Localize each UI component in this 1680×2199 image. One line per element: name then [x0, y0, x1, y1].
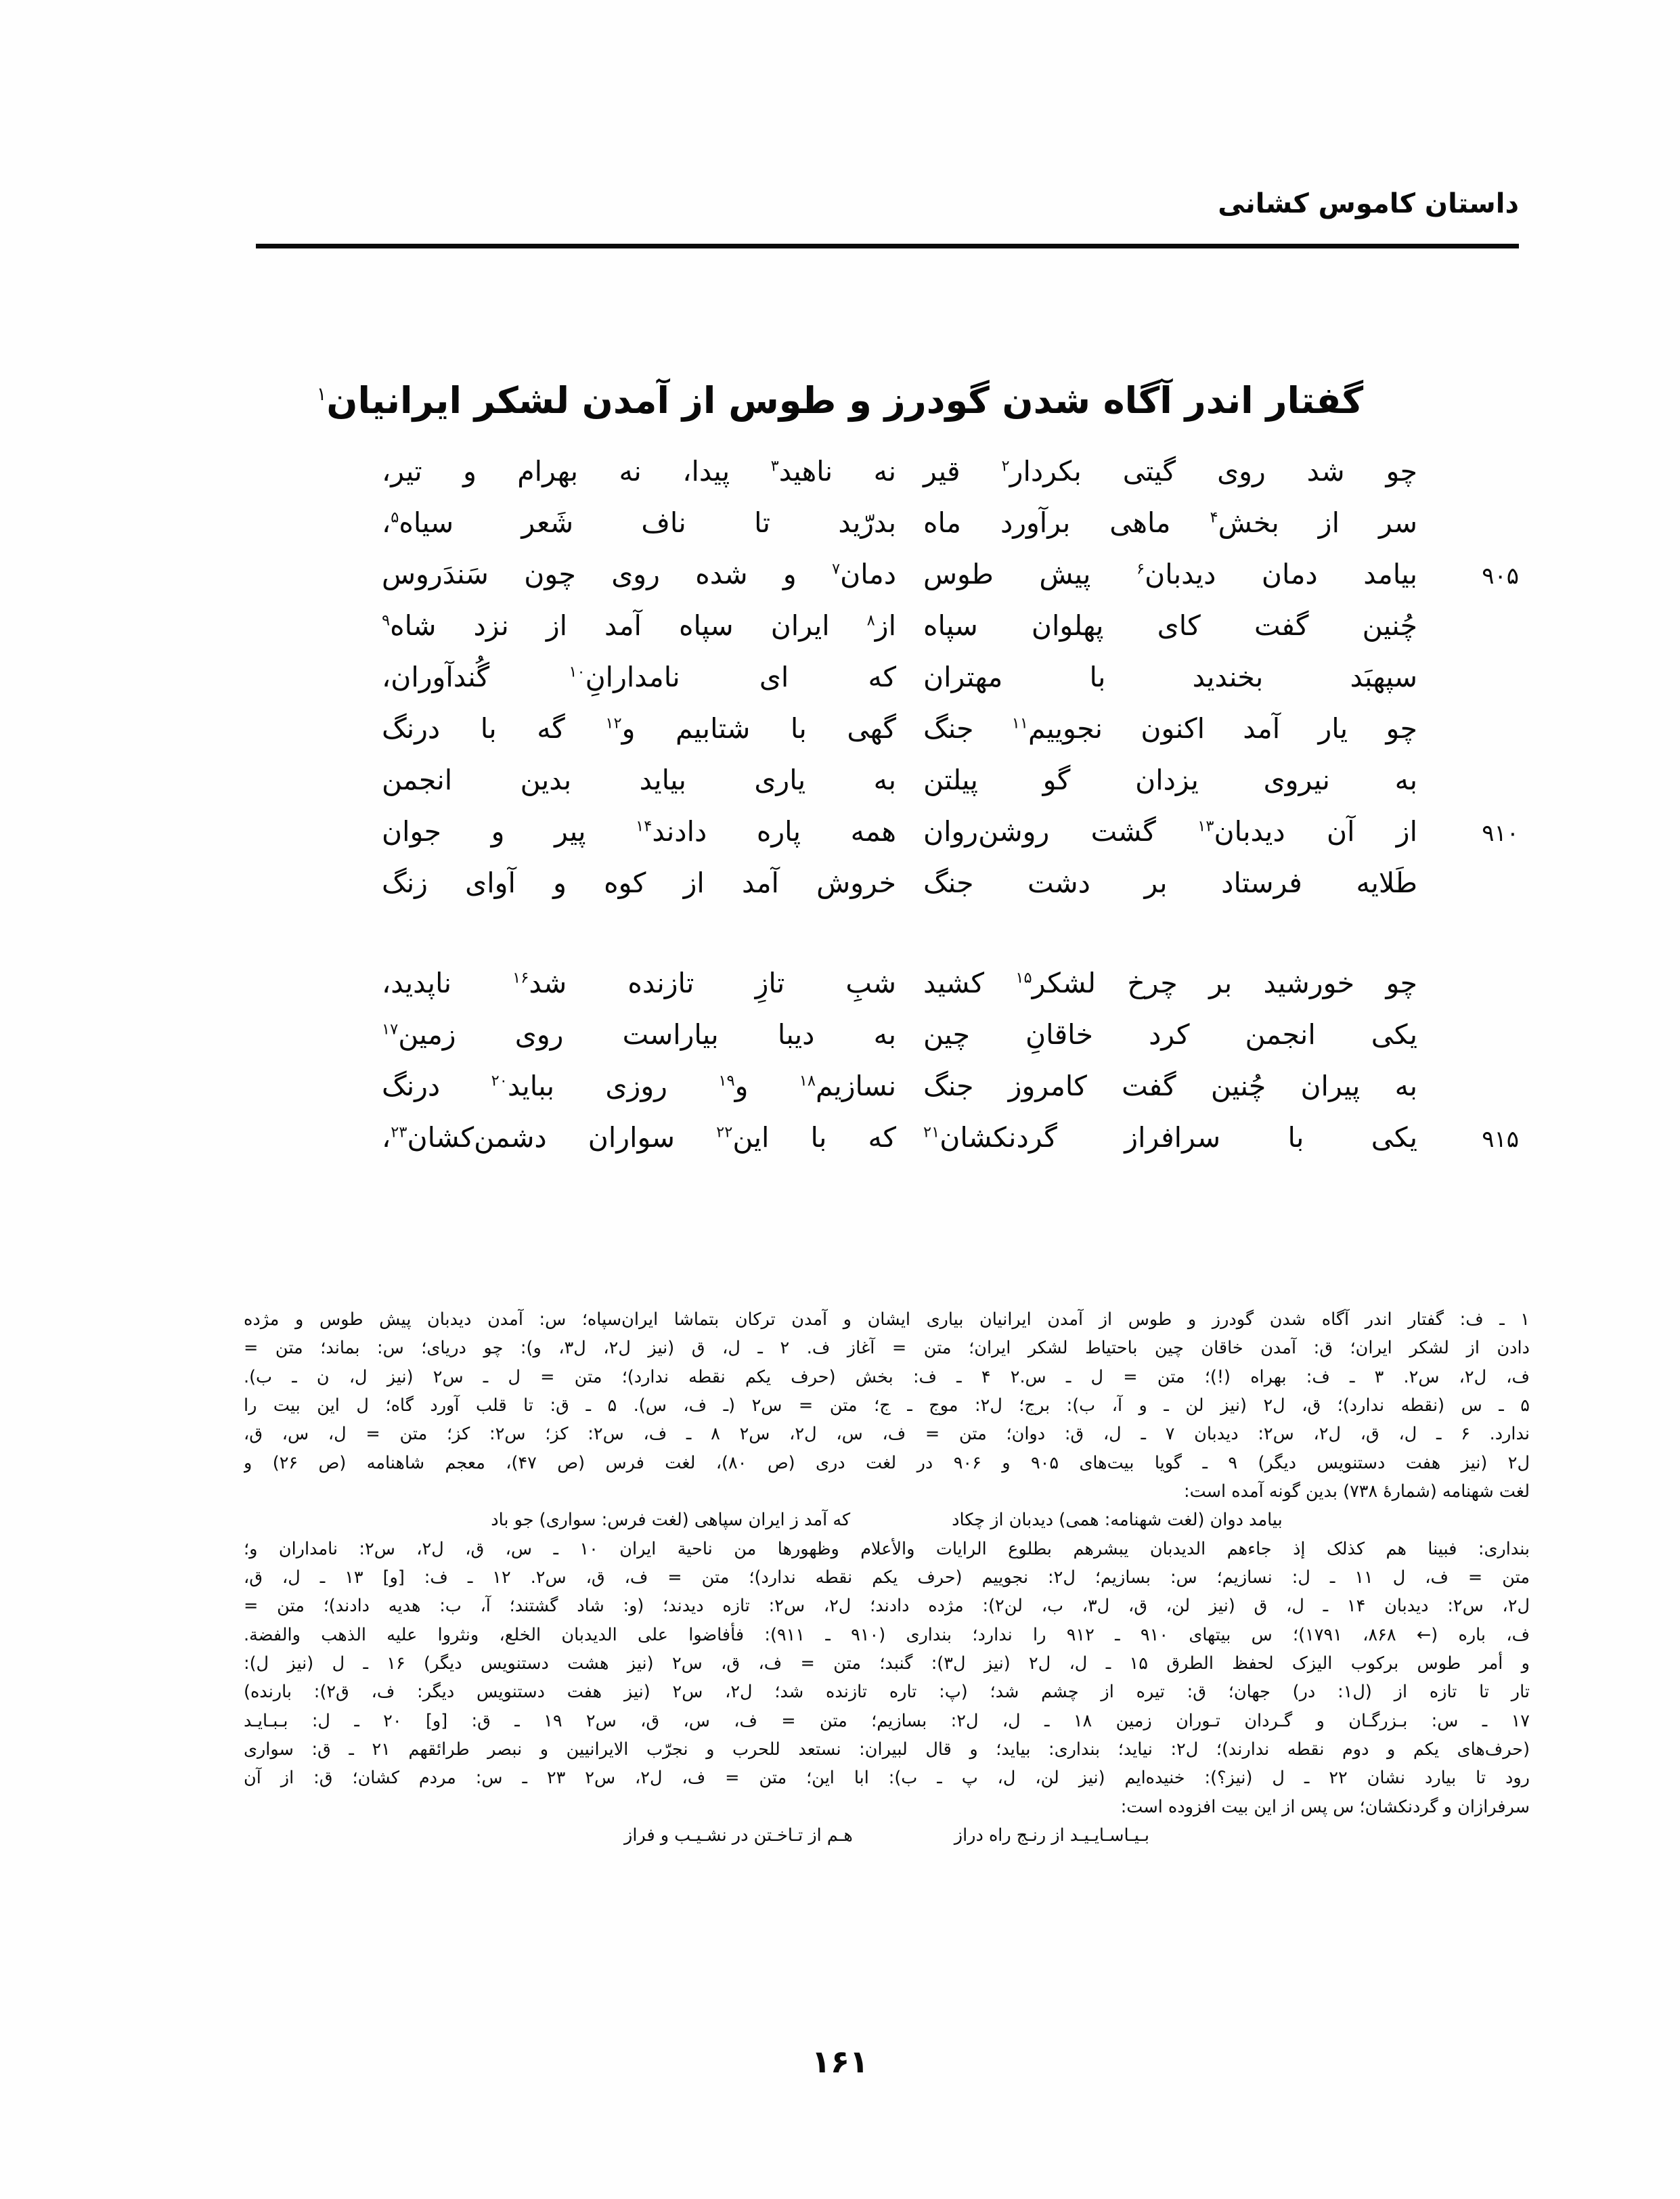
bayt-row [256, 661, 1519, 712]
verse-block [256, 455, 1519, 918]
hemistich-second: به دیبا بیاراست روی زمین$^{۱۷}$ [382, 1018, 896, 1051]
hemistich-second: دمان$^۷$ و شده روی چون سَندَروس [382, 558, 896, 590]
quoted-hemistich-first: بیامد دوان (لغت شهنامه: همی) دیدبان از چکاد [952, 1510, 1283, 1531]
apparatus-line: بنداری: فبینا هم کذلک إذ جاءهم الدیدبان یبشرهم بطلوع الرایات والأعلام وظهورها من ناحیة ایران ۱۰ ـ س، ق، ل۲، س۲: نامداران و؛ [244, 1538, 1530, 1559]
apparatus-line: لغت شهنامه (شمارهٔ ۷۳۸) بدین گونه آمده است: [1184, 1481, 1530, 1502]
quoted-hemistich-second: هـم از تـاخـتن در نشـیـب و فراز [624, 1825, 853, 1846]
apparatus-line: دادن از لشکر ایران؛ ق: آمدن خاقان چین باحتیاط لشکر ایران؛ متن = آغاز ف. ۲ ـ ل، ق (نیز ل۲، ل۳، و): چو دریای؛ س: بماند؛ متن = [244, 1338, 1530, 1359]
hemistich-first: به پیران چُنین گفت کامروز جنگ [923, 1070, 1417, 1102]
hemistich-first: چُنین گفت کای پهلوان سپاه [923, 609, 1417, 642]
apparatus-quoted-verse [244, 1821, 1530, 1850]
bayt-row [256, 609, 1519, 661]
hemistich-first: یکی انجمن کرد خاقانِ چین [923, 1018, 1417, 1051]
hemistich-second: گهی با شتابیم و$^{۱۲}$ گه با درنگ [382, 712, 896, 745]
header-rule [256, 244, 1519, 248]
apparatus-quoted-verse [244, 1506, 1530, 1534]
verse-block [256, 967, 1519, 1173]
hemistich-first: چو خورشید بر چرخ لشکر$^{۱۵}$ کشید [923, 967, 1417, 999]
hemistich-second: شبِ تازِ تازنده شد$^{۱۶}$ ناپدید، [382, 967, 896, 999]
bayt-row [256, 506, 1519, 558]
apparatus-line: ۱۷ ـ س: بـزرگـان و گـردان تـوران زمین ۱۸ ـ ل، ل۲: بسازیم؛ متن = ف، س، ق، س۲ ۱۹ ـ ق: [و] ۲۰ ـ ل: بـبـایـد [244, 1710, 1530, 1731]
bayt-row [256, 764, 1519, 815]
bayt-row [256, 1070, 1519, 1121]
bayt-row [256, 815, 1519, 867]
verse-line-number: ۹۰۵ [1482, 563, 1519, 590]
apparatus-line: رود تا بیارد نشان ۲۲ ـ ل (نیز؟): خنیده‌ایم (نیز لن، ل، پ ـ ب): ابا این؛ متن = ف، ل۲، س۲ ۲۳ ـ س: مردم کشان؛ ق: از آن [244, 1768, 1530, 1789]
hemistich-first: چو یار آمد اکنون نجوییم$^{۱۱}$ جنگ [923, 712, 1418, 745]
running-head [0, 188, 1680, 219]
hemistich-first: چو شد روی گیتی بکردار$^۲$ قیر [923, 455, 1417, 487]
quoted-hemistich-second: که آمد ز ایران سپاهی (لغت فرس: سواری) جو باد [491, 1510, 851, 1531]
hemistich-first: از آن دیدبان$^{۱۳}$ گشت روشن‌روان [923, 815, 1417, 848]
hemistich-second: خروش آمد از کوه و آوای زنگ [382, 867, 896, 899]
hemistich-first: یکی با سرافراز گردنکشان$^{۲۱}$ [923, 1121, 1417, 1154]
apparatus-line: و أمر طوس برکوب الیزک لحفظ الطرق ۱۵ ـ ل، ل۲ (نیز ل۳): گنبد؛ متن = ف، ق، س۲ (نیز هشت دستنویس دیگر) ۱۶ ـ ل (نیز ل): [244, 1653, 1530, 1674]
bayt-row [256, 867, 1519, 918]
running-head-text: داستان کاموس کشانی [1218, 188, 1519, 219]
section-title [0, 376, 1680, 426]
apparatus-line: (حرف‌های یکم و دوم نقطه ندارند)؛ ل۲: نیاید؛ بنداری: بیاید؛ و قال لبیران: نستعد للحرب و نجرّب الایرانیین و نبصر طرائقهم ۲۱ ـ ق: سواری [244, 1739, 1530, 1760]
hemistich-first: به نیروی یزدان گو پیلتن [923, 764, 1417, 796]
apparatus-line: تار تا تازه از (ل۱: در) جهان؛ ق: تیره از چشم شد؛ (پ: تاره تازنده شد؛ ل۲، س۲ (نیز هفت دستنویس دیگر: ف، ق۲): بارنده) [244, 1682, 1530, 1703]
apparatus-line: ۵ ـ س (نقطه ندارد)؛ ق، ل۲ (نیز لن ـ و آ، ب): برج؛ ل۲: موج ـ ج؛ متن = س۲ (ـ ف، س). ۵ ـ ق: تا قلب آورد گاه؛ ل این بیت را [244, 1395, 1530, 1416]
apparatus-line: ل۲ (نیز هفت دستنویس دیگر) ۹ ـ گویا بیت‌های ۹۰۵ و ۹۰۶ در لغت دری (ص ۸۰)، لغت فرس (ص ۴۷)، معجم شاهنامه (ص ۲۶) و [244, 1452, 1530, 1473]
bayt-row [256, 712, 1519, 764]
apparatus-line: ندارد. ۶ ـ ل، ق، ل۲، س۲: دیدبان ۷ ـ ل، ق: دوان؛ متن = ف، س، ل۲، س۲ ۸ ـ ف، س۲: کز؛ س۲: کز؛ متن = ل، س، ق، [244, 1424, 1530, 1445]
apparatus-line: سرفرازان و گردنکشان؛ س پس از این بیت افزوده است: [1120, 1796, 1530, 1817]
apparatus-line: ۱ ـ ف: گفتار اندر آگاه شدن گودرز و طوس از آمدن ایرانیان بیاری ایشان و آمدن ترکان بتماشا ایران‌سپاه؛ س: آمدن دیدبان پیش طوس و مژده [244, 1309, 1530, 1330]
hemistich-first: بیامد دمان دیدبان$^۶$ پیش طوس [923, 558, 1417, 590]
hemistich-first: سپهبَد بخندید با مهتران [923, 661, 1417, 693]
hemistich-first: طَلایه فرستاد بر دشت جنگ [923, 867, 1417, 899]
hemistich-second: نسازیم$^{۱۸}$ و$^{۱۹}$ روزی بباید$^{۲۰}$ درنگ [382, 1070, 896, 1102]
section-title-text: گفتار اندر آگاه شدن گودرز و طوس از آمدن لشکر ایرانیان [326, 379, 1364, 422]
hemistich-second: همه پاره دادند$^{۱۴}$ پیر و جوان [382, 815, 896, 848]
apparatus-line: متن = ف، ل ۱۱ ـ ل: نسازیم؛ س: بسازیم؛ ل۲: نجوییم (حرف یکم نقطه ندارد)؛ متن = ف، ق، س۲. ۱۲ ـ ف: [و] ۱۳ ـ ل، ق، [244, 1567, 1530, 1588]
verse-line-number: ۹۱۰ [1482, 820, 1519, 847]
hemistich-second: از$^۸$ ایران سپاه آمد از نزد شاه$^۹$ [382, 609, 896, 642]
apparatus-criticus [244, 1305, 1530, 1850]
apparatus-line: ف، ل۲، س۲. ۳ ـ ف: بهراه (!)؛ متن = ل ـ س.۲ ۴ ـ ف: بخش (حرف یکم نقطه ندارد)؛ متن = ل ـ س۲ (نیز ل، ن ـ ب). [244, 1366, 1530, 1387]
hemistich-second: به یاری بیاید بدین انجمن [382, 764, 896, 796]
hemistich-first: سر از بخش$^۴$ ماهی برآورد ماه [923, 506, 1417, 539]
apparatus-line: ل۲، س۲: دیدبان ۱۴ ـ ل، ق (نیز لن، ق، ل۳، ب، لن۲): مژده دادند؛ ل۲، س۲: تازه دیدند؛ (و: شاد گشتند؛ آ، ب: هدیه دادند)؛ متن = [244, 1596, 1530, 1617]
bayt-row [256, 1121, 1519, 1173]
quoted-hemistich-first: بـیـاسـایـیـد از رنـج راه دراز [954, 1825, 1149, 1846]
folio-number: ۱۶۱ [811, 2043, 869, 2080]
section-title-footnote-marker: ۱ [316, 384, 327, 406]
hemistich-second: که ای نامدارانِ$^{۱۰}$ گُندآوران، [382, 661, 896, 693]
verse-area [256, 455, 1519, 1173]
hemistich-second: که با این$^{۲۲}$ سواران دشمن‌کشان$^{۲۳}$، [382, 1121, 897, 1154]
hemistich-second: نه ناهید$^۳$ پیدا، نه بهرام و تیر، [382, 455, 896, 487]
apparatus-line: ف، باره (← ۸۶۸، ۱۷۹۱)؛ س بیتهای ۹۱۰ ـ ۹۱۲ را ندارد؛ بنداری (۹۱۰ ـ ۹۱۱): فأفاضوا علی الدیدبان الخلع، ونثروا علیه الذهب والفضة. [244, 1624, 1530, 1645]
verse-line-number: ۹۱۵ [1482, 1126, 1519, 1153]
bayt-row [256, 455, 1519, 506]
bayt-row [256, 1018, 1519, 1070]
bayt-row [256, 967, 1519, 1018]
bayt-row [256, 558, 1519, 609]
hemistich-second: بدرّید تا ناف شَعر سیاه$^۵$، [382, 506, 896, 539]
